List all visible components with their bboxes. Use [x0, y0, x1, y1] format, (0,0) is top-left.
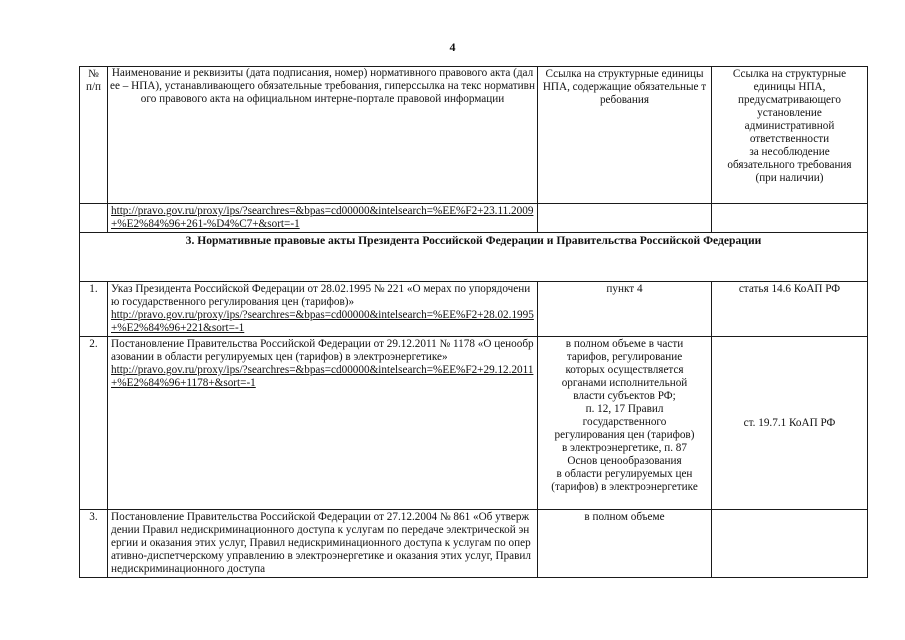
section-title: 3. Нормативные правовые акты Президента Российской Федерации и Правительства Российской Федерации	[80, 233, 868, 282]
npa-link[interactable]: http://pravo.gov.ru/proxy/ips/?searchres=&bpas=cd00000&intelsearch=%EE%F2+23.11.2009+%E2%84%96+261-%D4%C7+&sort=-1	[111, 205, 534, 230]
row-number: 1.	[80, 282, 108, 337]
row-resp: статья 14.6 КоАП РФ	[712, 282, 868, 337]
row-number: 3.	[80, 510, 108, 578]
header-resp: Ссылка на структурные единицы НПА, предусматривающего установление административной ответственности за несоблюдение обязательного требования (при наличии)	[712, 67, 868, 204]
row-resp: ст. 19.7.1 КоАП РФ	[712, 337, 868, 510]
row-ref: в полном объеме в части тарифов, регулирование которых осуществляется органами исполнительной власти субъектов РФ; п. 12, 17 Правил государственного регулирования цен (тарифов) в электроэнергетике, п. 87 Основ ценообразования в области регулируемых цен (тарифов) в электроэнергетике	[538, 337, 712, 510]
row-title: Постановление Правительства Российской Федерации от 29.12.2011 № 1178 «О ценообразовании в области регулируемых цен (тарифов) в электроэнергетике»	[111, 338, 534, 363]
page-number: 4	[449, 40, 456, 54]
section-row	[80, 233, 868, 282]
table-row	[80, 510, 868, 578]
row-title: Постановление Правительства Российской Федерации от 27.12.2004 № 861 «Об утверждении Правил недискриминационного доступа к услугам по передаче электрической энергии и оказания этих услуг, Правил недискриминационного доступа к услугам по оперативно-диспетчерскому управлению в электроэнергетике и оказания этих услуг, Правил недискриминационного доступа	[108, 510, 538, 578]
row-title: Указ Президента Российской Федерации от 28.02.1995 № 221 «О мерах по упорядочению государственного регулирования цен (тарифов)»	[111, 283, 531, 308]
row-title-cell	[108, 282, 538, 337]
row-number: 2.	[80, 337, 108, 510]
npa-link[interactable]: http://pravo.gov.ru/proxy/ips/?searchres=&bpas=cd00000&intelsearch=%EE%F2+28.02.1995+%E2%84%96+221&sort=-1	[111, 309, 534, 334]
header-num: № п/п	[80, 67, 108, 204]
header-name: Наименование и реквизиты (дата подписания, номер) нормативного правового акта (далее – НПА), устанавливающего обязательные требования, гиперссылка на текс нормативного правового акта на официальном интерне-портале правовой информации	[108, 67, 538, 204]
row-ref: в полном объеме	[538, 510, 712, 578]
header-ref: Ссылка на структурные единицы НПА, содержащие обязательные требования	[538, 67, 712, 204]
npa-link[interactable]: http://pravo.gov.ru/proxy/ips/?searchres=&bpas=cd00000&intelsearch=%EE%F2+29.12.2011+%E2%84%96+1178+&sort=-1	[111, 364, 534, 389]
row-resp	[712, 510, 868, 578]
table-row	[80, 337, 868, 510]
row-ref: пункт 4	[538, 282, 712, 337]
npa-table	[79, 66, 868, 578]
table-row	[80, 204, 868, 233]
table-row	[80, 282, 868, 337]
table-header-row	[80, 67, 868, 204]
row-title-cell	[108, 337, 538, 510]
